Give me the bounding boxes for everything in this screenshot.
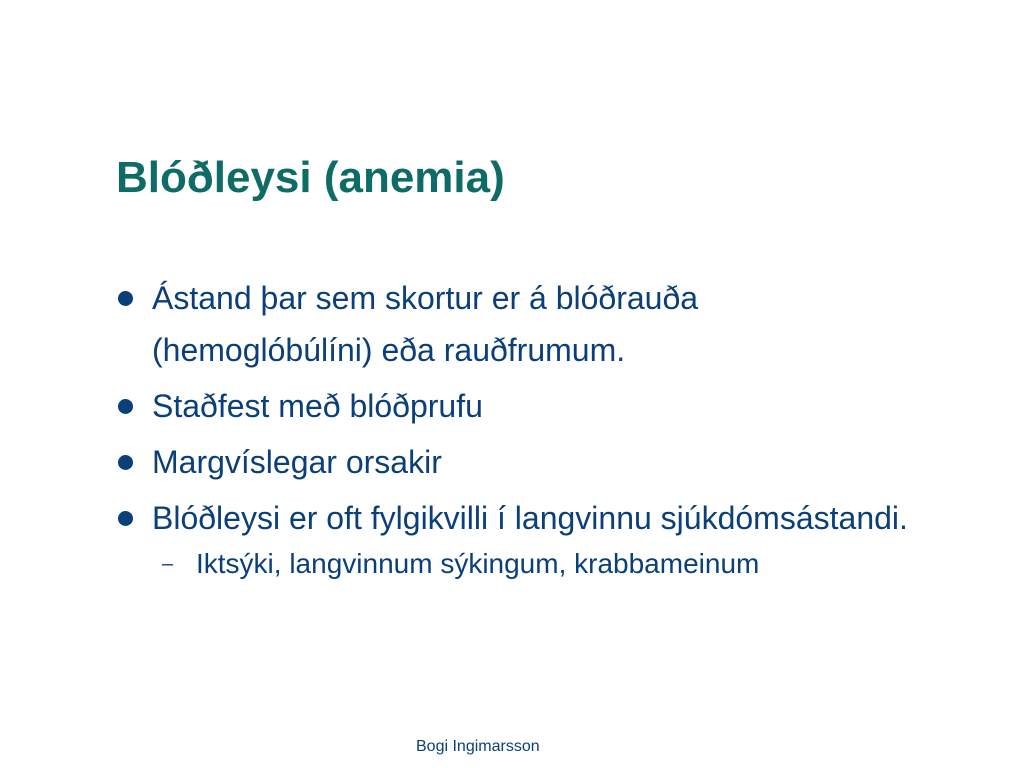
sub-bullet-text: Iktsýki, langvinnum sýkingum, krabbameinum [196, 548, 760, 579]
bullet-list [118, 272, 918, 590]
dash-marker: – [162, 553, 174, 575]
bullet-text: Ástand þar sem skortur er á blóðrauða (hemoglóbúlíni) eða rauðfrumum. [152, 280, 699, 368]
bullet-text: Blóðleysi er oft fylgikvilli í langvinnu sjúkdómsástandi. [152, 500, 908, 536]
bullet-text: Staðfest með blóðprufu [152, 388, 483, 424]
bullet-item [118, 380, 918, 432]
bullet-item [118, 272, 918, 376]
footer-author: Bogi Ingimarsson [416, 738, 540, 755]
sub-bullet-list [152, 542, 918, 586]
bullet-item [118, 436, 918, 488]
bullet-text: Margvíslegar orsakir [152, 444, 442, 480]
bullet-item [118, 492, 918, 586]
bullet-dot-icon [118, 399, 133, 414]
slide-title: Blóðleysi (anemia) [116, 153, 505, 202]
bullet-dot-icon [118, 455, 133, 470]
bullet-dot-icon [118, 511, 133, 526]
bullet-dot-icon [118, 291, 133, 306]
sub-bullet-item [152, 542, 918, 586]
